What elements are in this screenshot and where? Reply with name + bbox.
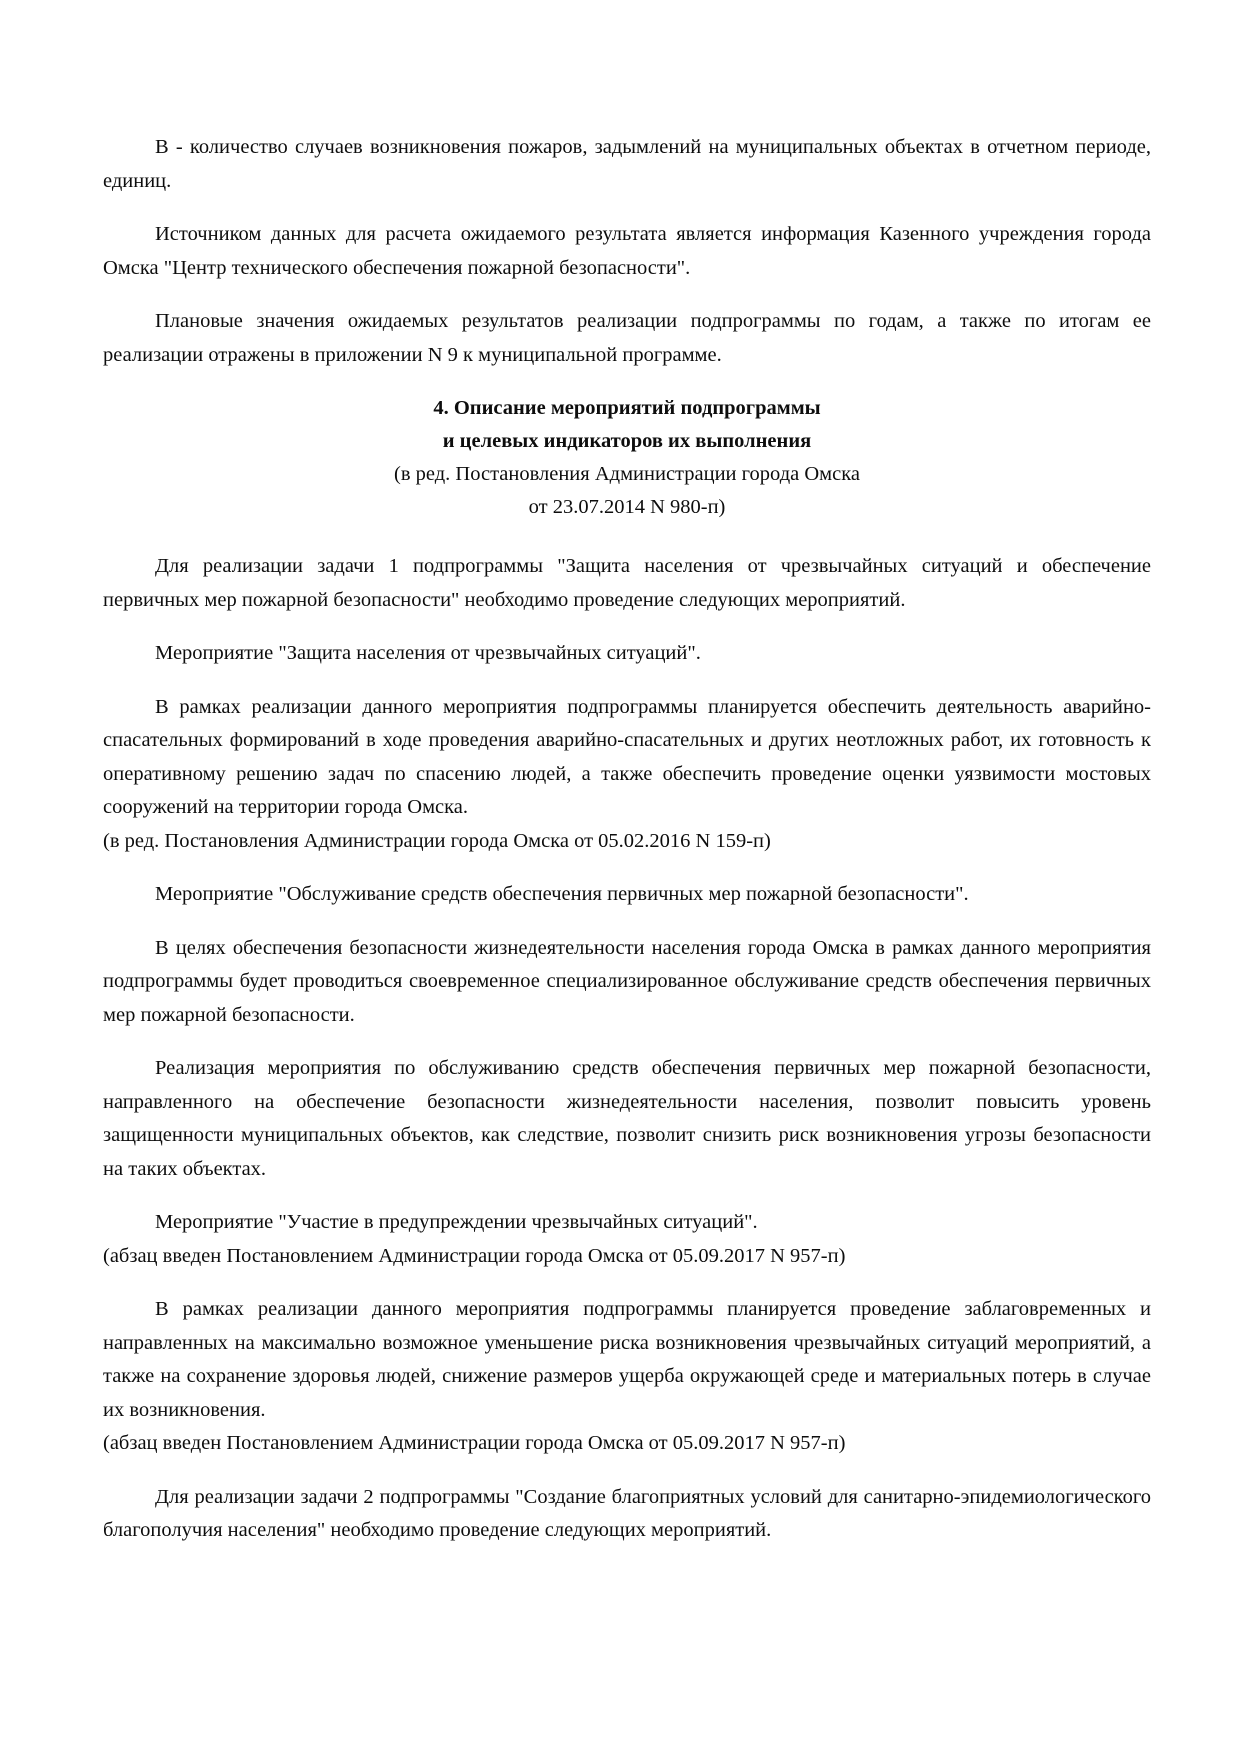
editorial-note-2017-957-a: (абзац введен Постановлением Администрации города Омска от 05.09.2017 N 957-п)	[103, 1244, 846, 1267]
document-body	[103, 131, 1151, 1548]
paragraph-implementation-effect: Реализация мероприятия по обслуживанию средств обеспечения первичных мер пожарной безопасности, направленного на обеспечение безопасности жизнедеятельности населения, позволит повысить уровень защищенности муниципальных объектов, как следствие, позволит снизить риск возникновения угрозы безопасности на таких объектах.	[103, 1057, 1151, 1180]
section-heading-line-2: и целевых индикаторов их выполнения	[442, 430, 812, 452]
section-heading-line-1: 4. Описание мероприятий подпрограммы	[433, 397, 821, 419]
section-heading-note-line-2: от 23.07.2014 N 980-п)	[528, 496, 726, 518]
paragraph-prevention: В рамках реализации данного мероприятия подпрограммы планируется проведение заблаговременных и направленных на максимально возможное уменьшение риска возникновения чрезвычайных ситуаций мероприятий, а также на сохранение здоровья людей, снижение размеров ущерба окружающей среде и материальных потерь в случае их возникновения.	[103, 1298, 1151, 1421]
editorial-note-2017-957-b: (абзац введен Постановлением Администрации города Омска от 05.09.2017 N 957-п)	[103, 1432, 846, 1454]
paragraph-task-1: Для реализации задачи 1 подпрограммы "Защита населения от чрезвычайных ситуаций и обеспечение первичных мер пожарной безопасности" необходимо проведение следующих мероприятий.	[103, 555, 1151, 611]
paragraph-life-safety: В целях обеспечения безопасности жизнедеятельности населения города Омска в рамках данного мероприятия подпрограммы будет проводиться своевременное специализированное обслуживание средств обеспечения первичных мер пожарной безопасности.	[103, 936, 1151, 1026]
paragraph-measure-maintenance: Мероприятие "Обслуживание средств обеспечения первичных мер пожарной безопасности".	[155, 883, 969, 905]
paragraph-rescue-units: В рамках реализации данного мероприятия подпрограммы планируется обеспечить деятельность аварийно-спасательных формирований в ходе проведения аварийно-спасательных и других неотложных работ, их готовность к оперативному решению задач по спасению людей, а также обеспечить проведение оценки уязвимости мостовых сооружений на территории города Омска.	[103, 695, 1151, 818]
section-heading-note-line-1: (в ред. Постановления Администрации города Омска	[394, 463, 860, 485]
paragraph-measure-protection: Мероприятие "Защита населения от чрезвычайных ситуаций".	[155, 642, 701, 664]
paragraph-data-source: Источником данных для расчета ожидаемого результата является информация Казенного учреждения города Омска "Центр технического обеспечения пожарной безопасности".	[103, 223, 1151, 279]
paragraph-measure-participation: Мероприятие "Участие в предупреждении чрезвычайных ситуаций".	[155, 1211, 758, 1233]
section-heading	[103, 392, 1151, 524]
paragraph-planned-values: Плановые значения ожидаемых результатов реализации подпрограммы по годам, а также по итогам ее реализации отражены в приложении N 9 к муниципальной программе.	[103, 310, 1151, 366]
paragraph-task-2: Для реализации задачи 2 подпрограммы "Создание благоприятных условий для санитарно-эпидемиологического благополучия населения" необходимо проведение следующих мероприятий.	[103, 1485, 1151, 1541]
editorial-note-2016-159: (в ред. Постановления Администрации города Омска от 05.02.2016 N 159-п)	[103, 829, 771, 852]
paragraph-indicator-b: В - количество случаев возникновения пожаров, задымлений на муниципальных объектах в отчетном периоде, единиц.	[103, 136, 1151, 192]
